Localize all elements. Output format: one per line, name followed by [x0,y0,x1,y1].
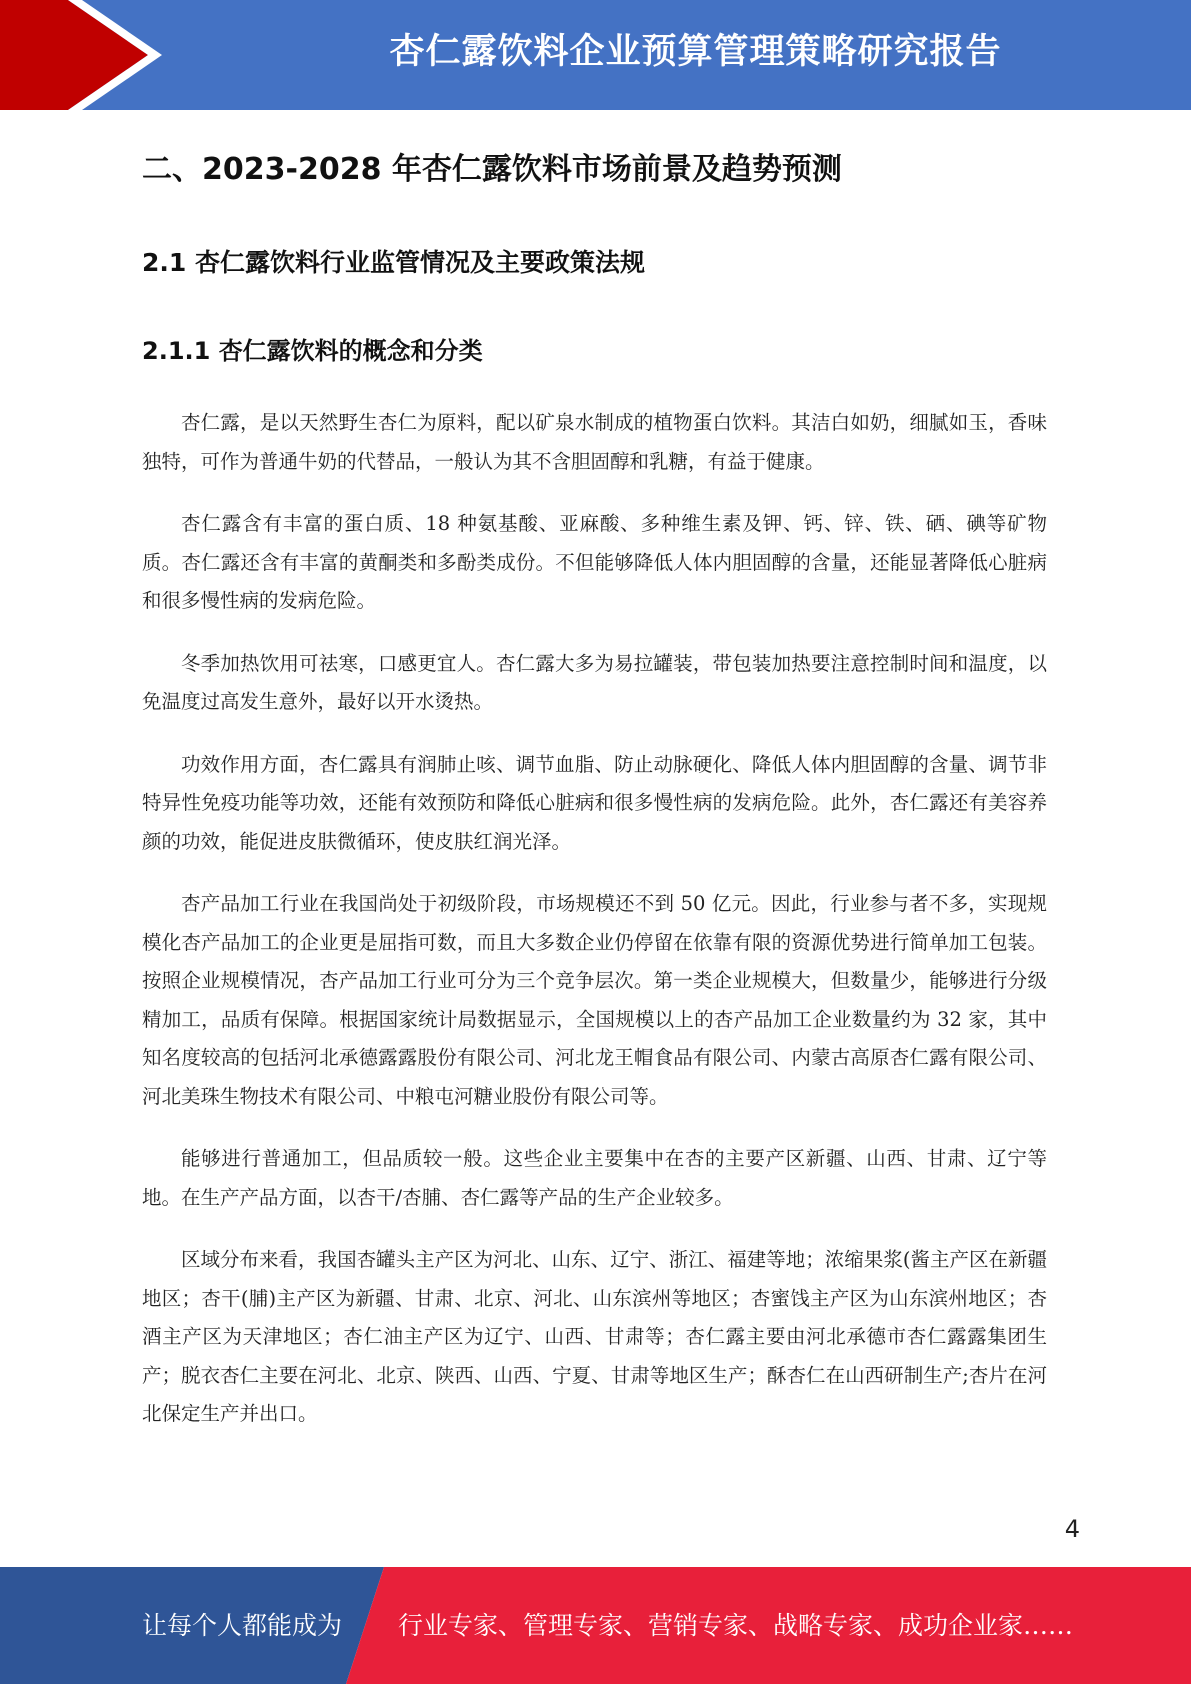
body-paragraph: 功效作用方面，杏仁露具有润肺止咳、调节血脂、防止动脉硬化、降低人体内胆固醇的含量、调节非特异性免疫功能等功效，还能有效预防和降低心脏病和很多慢性病的发病危险。此外，杏仁露还有美容养颜的功效，能促进皮肤微循环，使皮肤红润光泽。 [142,752,1047,853]
page-content [142,130,1047,1434]
footer-slogan-left: 让每个人都能成为 [142,1611,343,1640]
footer-slogan-right: 行业专家、管理专家、营销专家、战略专家、成功企业家…… [398,1611,1074,1640]
page-header [0,0,1191,110]
section-heading: 二、2023-2028 年杏仁露饮料市场前景及趋势预测 [142,152,842,187]
body-paragraph: 区域分布来看，我国杏罐头主产区为河北、山东、辽宁、浙江、福建等地；浓缩果浆(酱主产区在新疆地区；杏干(脯)主产区为新疆、甘肃、北京、河北、山东滨州等地区；杏蜜饯主产区为山东滨州地区；杏酒主产区为天津地区；杏仁油主产区为辽宁、山西、甘肃等；杏仁露主要由河北承德市杏仁露露集团生产；脱衣杏仁主要在河北、北京、陕西、山西、宁夏、甘肃等地区生产；酥杏仁在山西研制生产;杏片在河北保定生产并出口。 [142,1248,1047,1425]
body-paragraph: 杏仁露含有丰富的蛋白质、18 种氨基酸、亚麻酸、多种维生素及钾、钙、锌、铁、硒、碘等矿物质。杏仁露还含有丰富的黄酮类和多酚类成份。不但能够降低人体内胆固醇的含量，还能显著降低心脏病和很多慢性病的发病危险。 [142,512,1047,612]
page-footer [0,1567,1191,1684]
body-paragraph: 能够进行普通加工，但品质较一般。这些企业主要集中在杏的主要产区新疆、山西、甘肃、辽宁等地。在生产产品方面，以杏干/杏脯、杏仁露等产品的生产企业较多。 [142,1147,1047,1209]
subsection-heading: 2.1 杏仁露饮料行业监管情况及主要政策法规 [142,248,645,277]
body-paragraph: 冬季加热饮用可祛寒，口感更宜人。杏仁露大多为易拉罐装，带包装加热要注意控制时间和温度，以免温度过高发生意外，最好以开水烫热。 [142,651,1047,713]
body-paragraph: 杏仁露，是以天然野生杏仁为原料，配以矿泉水制成的植物蛋白饮料。其洁白如奶，细腻如玉，香味独特，可作为普通牛奶的代替品，一般认为其不含胆固醇和乳糖，有益于健康。 [142,411,1047,473]
page-number: 4 [1064,1515,1080,1543]
body-paragraph: 杏产品加工行业在我国尚处于初级阶段，市场规模还不到 50 亿元。因此，行业参与者不多，实现规模化杏产品加工的企业更是屈指可数，而且大多数企业仍停留在依靠有限的资源优势进行简单加工包装。按照企业规模情况，杏产品加工行业可分为三个竞争层次。第一类企业规模大，但数量少，能够进行分级精加工，品质有保障。根据国家统计局数据显示，全国规模以上的杏产品加工企业数量约为 32 家，其中知名度较高的包括河北承德露露股份有限公司、河北龙王帽食品有限公司、内蒙古高原杏仁露有限公司、河北美珠生物技术有限公司、中粮屯河糖业股份有限公司等。 [142,892,1047,1108]
report-title: 杏仁露饮料企业预算管理策略研究报告 [389,32,1002,72]
subsubsection-heading: 2.1.1 杏仁露饮料的概念和分类 [142,337,483,365]
